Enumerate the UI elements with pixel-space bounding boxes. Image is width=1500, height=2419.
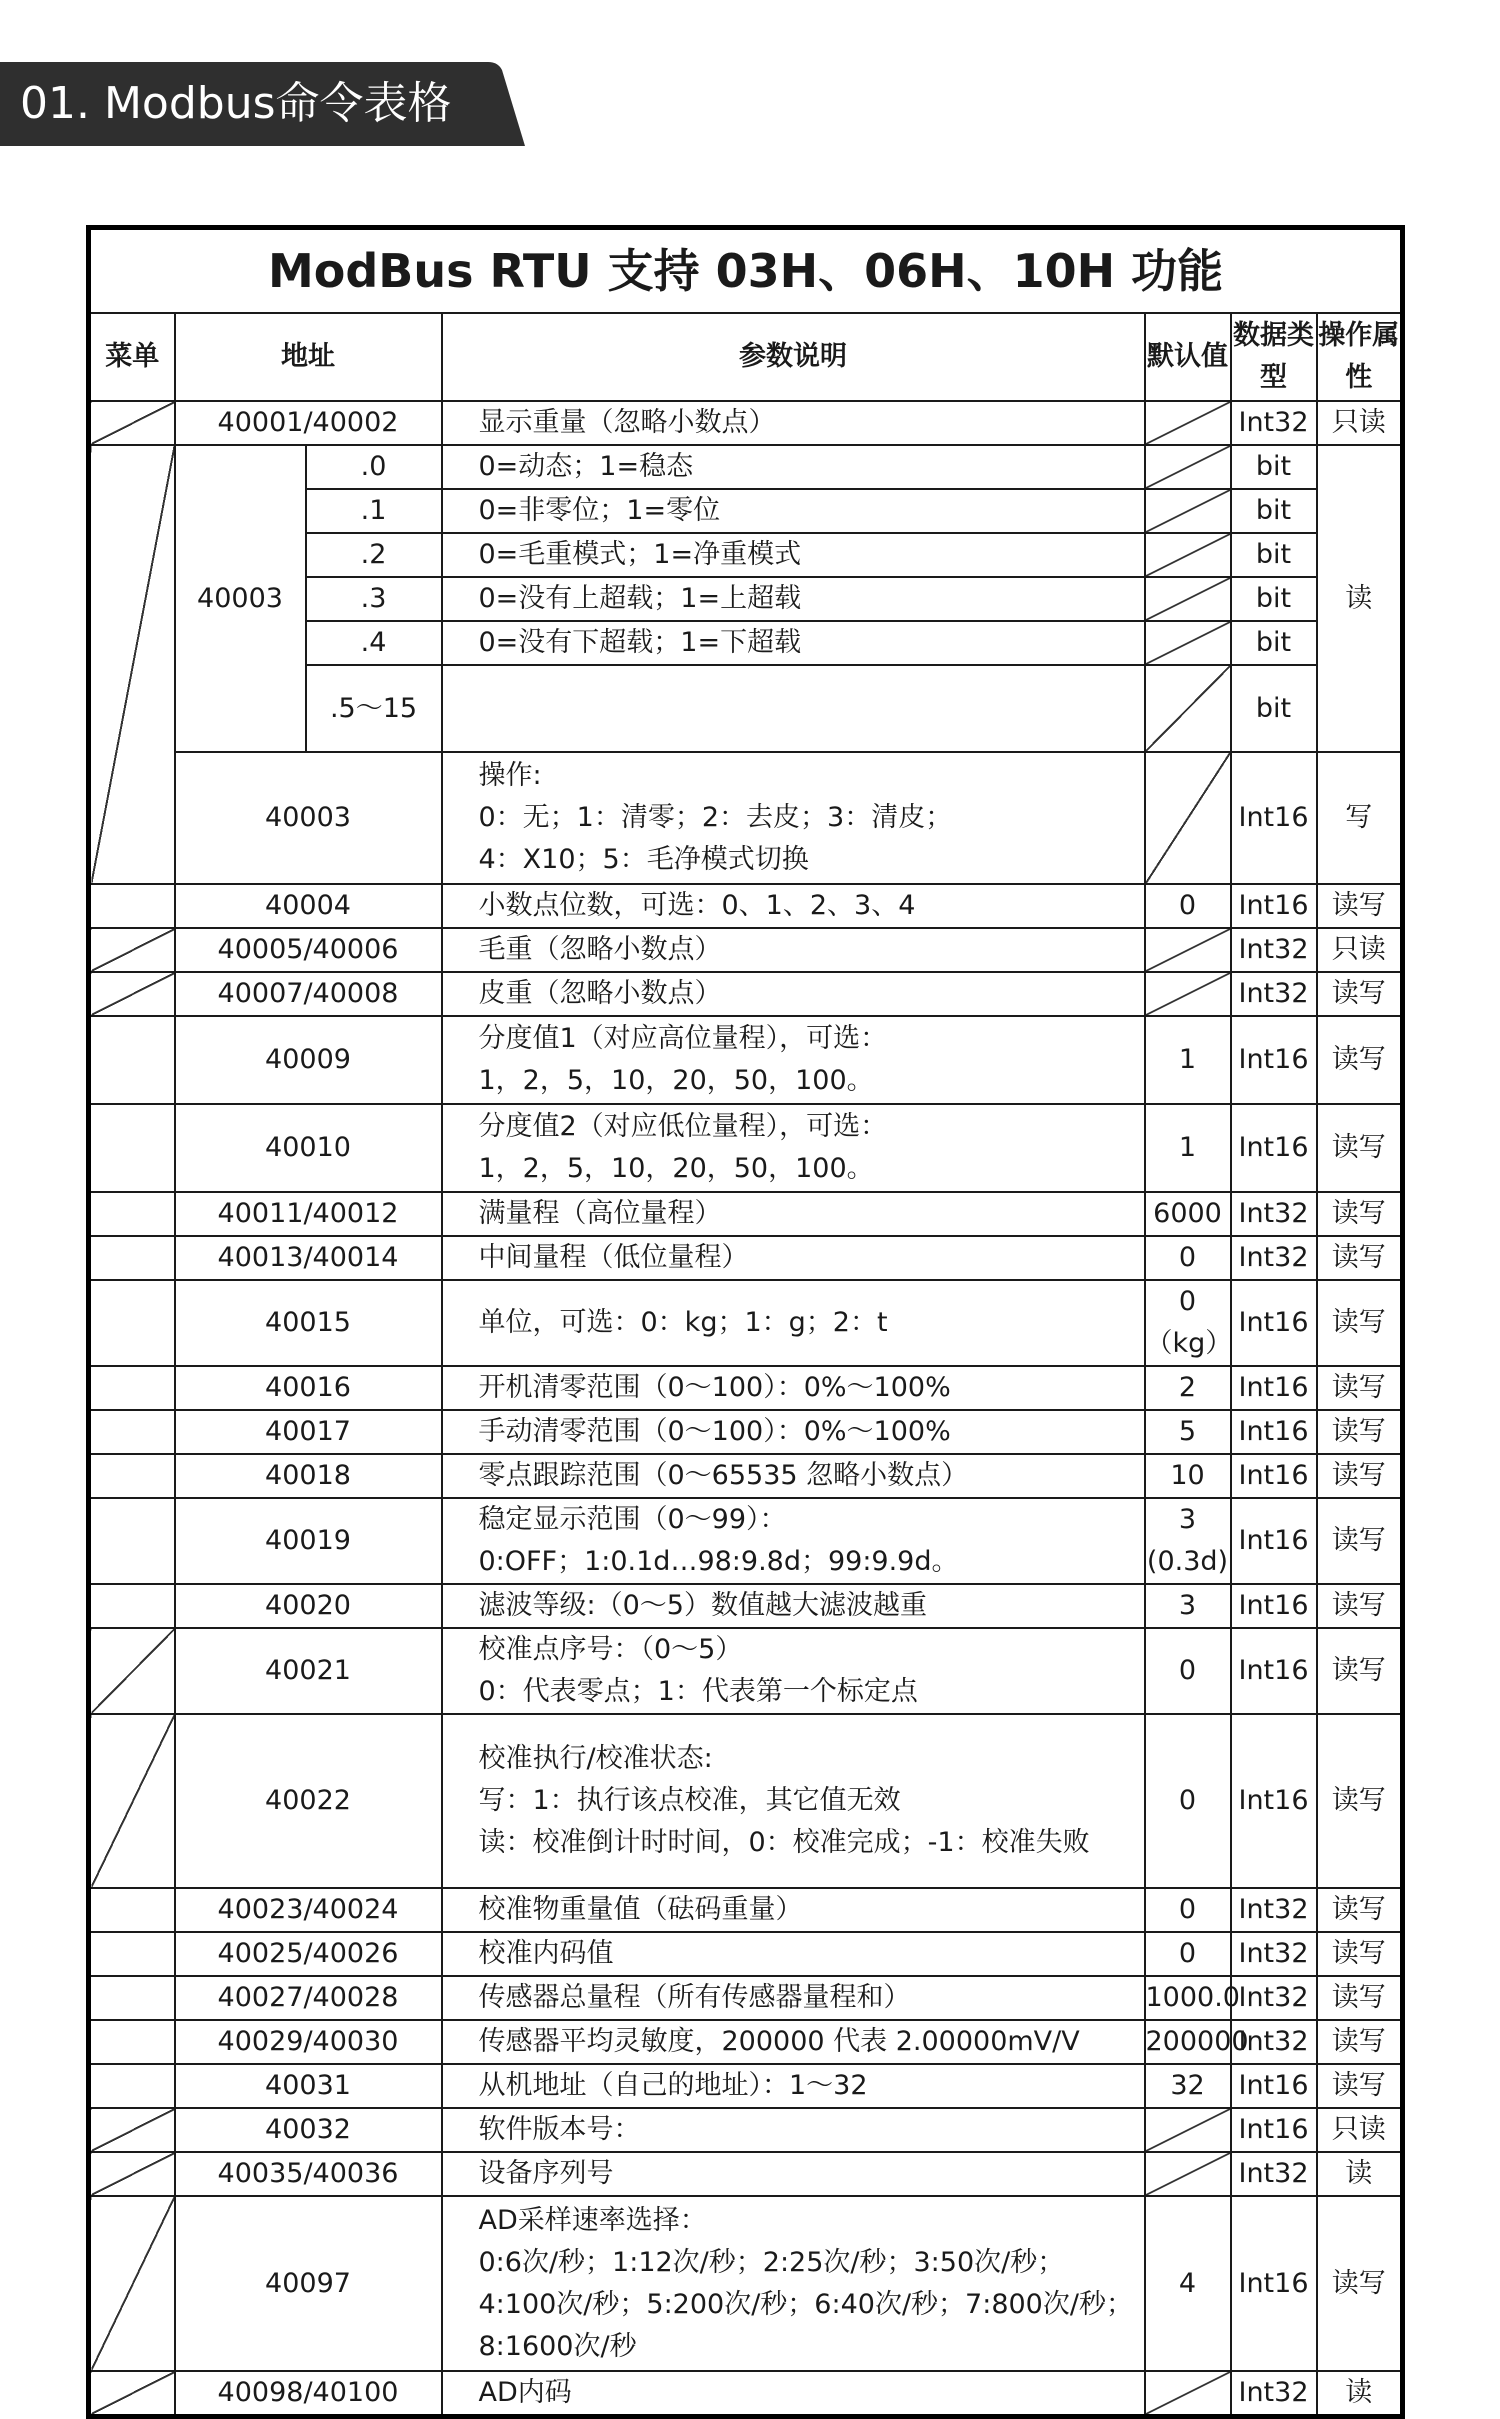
header-default: 默认值: [1145, 313, 1231, 401]
param-cell: [442, 2196, 1145, 2371]
type-cell: Int16: [1231, 1410, 1317, 1454]
param-cell: 设备序列号: [442, 2152, 1145, 2196]
param-line: 1，2，5，10，20，50，100。: [478, 1153, 874, 1184]
table-row: [89, 928, 1403, 972]
menu-cell-empty: [89, 2108, 175, 2152]
table-row: [89, 1932, 1403, 1976]
menu-cell-merged: [89, 445, 175, 884]
default-cell: 2: [1145, 1366, 1231, 1410]
param-line: 1，2，5，10，20，50，100。: [478, 1065, 874, 1096]
menu-cell-empty: [89, 2020, 175, 2064]
menu-cell-empty: [89, 1714, 175, 1888]
type-cell: bit: [1231, 489, 1317, 533]
param-cell: 0=非零位；1=零位: [442, 489, 1145, 533]
attr-cell: 读写: [1317, 2020, 1403, 2064]
param-cell: 小数点位数，可选：0、1、2、3、4: [442, 884, 1145, 928]
menu-cell-empty: [89, 1888, 175, 1932]
param-line: 8:1600次/秒: [478, 2330, 637, 2362]
address-cell: 40027/40028: [175, 1976, 442, 2020]
address-cell: 40010: [175, 1104, 442, 1192]
param-cell: [442, 1104, 1145, 1192]
address-cell: 40011/40012: [175, 1192, 442, 1236]
param-line: 0:6次/秒；1:12次/秒；2:25次/秒；3:50次/秒；: [478, 2246, 1065, 2278]
attr-cell: 读写: [1317, 1888, 1403, 1932]
table-row: [89, 972, 1403, 1016]
table-row: [89, 401, 1403, 445]
header-attr: 操作属性: [1317, 313, 1403, 401]
bit-cell: .4: [306, 621, 442, 665]
attr-cell: 只读: [1317, 401, 1403, 445]
table-row: [89, 2020, 1403, 2064]
table-row: [89, 884, 1403, 928]
default-line: (0.3d): [1146, 1546, 1229, 1577]
type-cell: Int32: [1231, 1976, 1317, 2020]
default-cell-empty: [1145, 533, 1231, 577]
param-cell: 零点跟踪范围（0～65535 忽略小数点）: [442, 1454, 1145, 1498]
menu-cell-empty: [89, 928, 175, 972]
address-cell: 40001/40002: [175, 401, 442, 445]
param-cell: [442, 1628, 1145, 1714]
bit-cell: .2: [306, 533, 442, 577]
menu-cell-empty: [89, 1192, 175, 1236]
attr-cell: 读写: [1317, 1104, 1403, 1192]
menu-cell-empty: [89, 1410, 175, 1454]
table-row: [89, 1628, 1403, 1714]
menu-cell-empty: [89, 1628, 175, 1714]
attr-cell: 读写: [1317, 1976, 1403, 2020]
param-cell: 开机清零范围（0～100）：0%～100%: [442, 1366, 1145, 1410]
default-cell: 200000: [1145, 2020, 1231, 2064]
default-cell: 0（kg）: [1145, 1280, 1231, 1366]
default-cell: 0: [1145, 1236, 1231, 1280]
address-cell: 40016: [175, 1366, 442, 1410]
param-cell: [442, 752, 1145, 884]
table-title: ModBus RTU 支持 03H、06H、10H 功能: [89, 228, 1403, 314]
default-cell: 0: [1145, 1714, 1231, 1888]
default-cell: 5: [1145, 1410, 1231, 1454]
default-cell: 6000: [1145, 1192, 1231, 1236]
address-cell: 40031: [175, 2064, 442, 2108]
param-cell: 0=没有下超载；1=下超载: [442, 621, 1145, 665]
table-header-row: [89, 313, 1403, 401]
address-cell: 40018: [175, 1454, 442, 1498]
type-cell: Int16: [1231, 1366, 1317, 1410]
menu-cell-empty: [89, 884, 175, 928]
default-cell-empty: [1145, 445, 1231, 489]
table-row: [89, 752, 1403, 884]
bit-cell: .0: [306, 445, 442, 489]
address-cell: 40005/40006: [175, 928, 442, 972]
attr-cell: 读写: [1317, 1454, 1403, 1498]
attr-cell: 读写: [1317, 884, 1403, 928]
default-cell-empty: [1145, 2108, 1231, 2152]
param-line: 读：校准倒计时时间，0：校准完成；-1：校准失败: [478, 1827, 1090, 1858]
table-row: [89, 2108, 1403, 2152]
type-cell: Int32: [1231, 2020, 1317, 2064]
table-row: [89, 2152, 1403, 2196]
param-cell: [442, 665, 1145, 752]
address-cell: 40019: [175, 1498, 442, 1584]
default-cell: 3: [1145, 1584, 1231, 1628]
menu-cell-empty: [89, 972, 175, 1016]
type-cell: Int32: [1231, 401, 1317, 445]
param-line: 写：1：执行该点校准，其它值无效: [478, 1785, 901, 1816]
default-cell: 0: [1145, 1628, 1231, 1714]
address-cell: 40015: [175, 1280, 442, 1366]
default-cell-empty: [1145, 401, 1231, 445]
param-cell: 手动清零范围（0～100）：0%～100%: [442, 1410, 1145, 1454]
param-cell: 滤波等级:（0～5）数值越大滤波越重: [442, 1584, 1145, 1628]
default-cell-empty: [1145, 621, 1231, 665]
type-cell: Int16: [1231, 1628, 1317, 1714]
address-cell: 40032: [175, 2108, 442, 2152]
menu-cell-empty: [89, 2064, 175, 2108]
param-line: 分度值2（对应低位量程），可选：: [478, 1111, 888, 1142]
type-cell: bit: [1231, 445, 1317, 489]
type-cell: Int32: [1231, 2152, 1317, 2196]
table-row: [89, 1454, 1403, 1498]
param-cell: 0=毛重模式；1=净重模式: [442, 533, 1145, 577]
section-title: 01. Modbus命令表格: [20, 78, 452, 129]
menu-cell-empty: [89, 2152, 175, 2196]
default-cell-empty: [1145, 972, 1231, 1016]
default-cell-empty: [1145, 2371, 1231, 2417]
default-cell: [1145, 1498, 1231, 1584]
attr-cell: 读: [1317, 2371, 1403, 2417]
header-address: 地址: [175, 313, 442, 401]
table-row: [89, 2064, 1403, 2108]
type-cell: Int32: [1231, 1888, 1317, 1932]
param-line: 分度值1（对应高位量程），可选：: [478, 1023, 888, 1054]
address-cell: 40021: [175, 1628, 442, 1714]
default-cell: 10: [1145, 1454, 1231, 1498]
table-row: [89, 1192, 1403, 1236]
attr-cell: 读写: [1317, 1366, 1403, 1410]
table-row: [89, 1280, 1403, 1366]
type-cell: Int16: [1231, 1714, 1317, 1888]
table-row: [89, 2196, 1403, 2371]
type-cell: Int32: [1231, 928, 1317, 972]
attr-cell: 读写: [1317, 1280, 1403, 1366]
type-cell: bit: [1231, 533, 1317, 577]
address-cell: 40007/40008: [175, 972, 442, 1016]
default-cell-empty: [1145, 665, 1231, 752]
type-cell: Int16: [1231, 2196, 1317, 2371]
table-row: [89, 1016, 1403, 1104]
table-row: [89, 1714, 1403, 1888]
default-cell: 32: [1145, 2064, 1231, 2108]
param-cell: 传感器总量程（所有传感器量程和）: [442, 1976, 1145, 2020]
menu-cell-empty: [89, 1584, 175, 1628]
address-cell: 40025/40026: [175, 1932, 442, 1976]
type-cell: Int16: [1231, 1016, 1317, 1104]
address-cell: 40022: [175, 1714, 442, 1888]
attr-cell: 读写: [1317, 2064, 1403, 2108]
table-row: [89, 1236, 1403, 1280]
type-cell: Int16: [1231, 1280, 1317, 1366]
modbus-table-container: [86, 225, 1400, 2408]
header-param: 参数说明: [442, 313, 1145, 401]
menu-cell-empty: [89, 2196, 175, 2371]
param-cell: 校准内码值: [442, 1932, 1145, 1976]
menu-cell-empty: [89, 1366, 175, 1410]
param-line: 0：无；1：清零；2：去皮；3：清皮；: [478, 802, 953, 833]
param-cell: 0=没有上超载；1=上超载: [442, 577, 1145, 621]
attr-cell: 读写: [1317, 1628, 1403, 1714]
menu-cell-empty: [89, 1932, 175, 1976]
param-cell: AD内码: [442, 2371, 1145, 2417]
default-cell-empty: [1145, 577, 1231, 621]
address-cell: 40035/40036: [175, 2152, 442, 2196]
header-datatype: 数据类型: [1231, 313, 1317, 401]
attr-cell: 读写: [1317, 1410, 1403, 1454]
param-line: 操作:: [478, 760, 542, 791]
menu-cell-empty: [89, 1454, 175, 1498]
param-cell: 0=动态；1=稳态: [442, 445, 1145, 489]
bit-cell: .1: [306, 489, 442, 533]
address-cell: 40020: [175, 1584, 442, 1628]
param-cell: 满量程（高位量程）: [442, 1192, 1145, 1236]
modbus-command-table: [86, 225, 1405, 2419]
address-cell: 40017: [175, 1410, 442, 1454]
type-cell: bit: [1231, 665, 1317, 752]
type-cell: Int16: [1231, 1454, 1317, 1498]
param-cell: 显示重量（忽略小数点）: [442, 401, 1145, 445]
address-cell: 40023/40024: [175, 1888, 442, 1932]
table-row: [89, 1888, 1403, 1932]
table-row: [89, 1410, 1403, 1454]
attr-cell: 读写: [1317, 972, 1403, 1016]
param-cell: 皮重（忽略小数点）: [442, 972, 1145, 1016]
param-cell: 传感器平均灵敏度，200000 代表 2.00000mV/V: [442, 2020, 1145, 2064]
type-cell: Int32: [1231, 1932, 1317, 1976]
type-cell: Int32: [1231, 1192, 1317, 1236]
param-line: 校准执行/校准状态:: [478, 1743, 713, 1774]
attr-cell: 读写: [1317, 2196, 1403, 2371]
default-cell: 0: [1145, 1888, 1231, 1932]
address-cell: 40098/40100: [175, 2371, 442, 2417]
default-line: 3: [1178, 1504, 1197, 1535]
table-row: [89, 1366, 1403, 1410]
default-cell-empty: [1145, 2152, 1231, 2196]
param-cell: 毛重（忽略小数点）: [442, 928, 1145, 972]
attr-cell: 写: [1317, 752, 1403, 884]
param-line: AD采样速率选择：: [478, 2204, 707, 2236]
attr-cell: 只读: [1317, 2108, 1403, 2152]
table-row: [89, 2371, 1403, 2417]
attr-cell: 读: [1317, 2152, 1403, 2196]
default-cell: 1000.0: [1145, 1976, 1231, 2020]
section-header-tab: [0, 62, 525, 146]
table-row: [89, 1498, 1403, 1584]
param-line: 稳定显示范围（0～99）：: [478, 1504, 787, 1535]
param-line: 4：X10；5：毛净模式切换: [478, 844, 809, 875]
param-cell: 软件版本号：: [442, 2108, 1145, 2152]
table-title-row: [89, 228, 1403, 314]
menu-cell-empty: [89, 1104, 175, 1192]
type-cell: Int16: [1231, 1104, 1317, 1192]
type-cell: bit: [1231, 577, 1317, 621]
param-cell: 校准物重量值（砝码重量）: [442, 1888, 1145, 1932]
address-cell: 40097: [175, 2196, 442, 2371]
param-line: 0：代表零点；1：代表第一个标定点: [478, 1676, 918, 1707]
table-row: [89, 1104, 1403, 1192]
param-line: 0:OFF；1:0.1d…98:9.8d；99:9.9d。: [478, 1546, 959, 1577]
default-cell: 1: [1145, 1104, 1231, 1192]
bit-cell: .3: [306, 577, 442, 621]
menu-cell-empty: [89, 1280, 175, 1366]
type-cell: Int32: [1231, 972, 1317, 1016]
address-cell: 40029/40030: [175, 2020, 442, 2064]
param-cell: 中间量程（低位量程）: [442, 1236, 1145, 1280]
menu-cell-empty: [89, 1016, 175, 1104]
default-cell-empty: [1145, 928, 1231, 972]
type-cell: Int16: [1231, 752, 1317, 884]
menu-cell-empty: [89, 2371, 175, 2417]
param-cell: [442, 1016, 1145, 1104]
address-cell: 40003: [175, 445, 306, 752]
type-cell: Int16: [1231, 1584, 1317, 1628]
attr-cell: 读写: [1317, 1714, 1403, 1888]
default-cell: 0: [1145, 1932, 1231, 1976]
menu-cell-empty: [89, 1236, 175, 1280]
attr-cell: 读写: [1317, 1016, 1403, 1104]
attr-cell: 读: [1317, 445, 1403, 752]
bit-cell: .5～15: [306, 665, 442, 752]
default-cell: 0: [1145, 884, 1231, 928]
default-cell-empty: [1145, 752, 1231, 884]
table-row: [89, 445, 1403, 489]
type-cell: Int32: [1231, 2371, 1317, 2417]
address-cell: 40004: [175, 884, 442, 928]
menu-cell-empty: [89, 401, 175, 445]
table-row: [89, 1976, 1403, 2020]
attr-cell: 只读: [1317, 928, 1403, 972]
type-cell: bit: [1231, 621, 1317, 665]
type-cell: Int16: [1231, 2064, 1317, 2108]
type-cell: Int16: [1231, 1498, 1317, 1584]
address-cell: 40013/40014: [175, 1236, 442, 1280]
address-cell: 40003: [175, 752, 442, 884]
default-cell: 1: [1145, 1016, 1231, 1104]
param-cell: [442, 1498, 1145, 1584]
attr-cell: 读写: [1317, 1236, 1403, 1280]
header-menu: 菜单: [89, 313, 175, 401]
attr-cell: 读写: [1317, 1932, 1403, 1976]
param-line: 校准点序号：（0～5）: [478, 1634, 743, 1665]
attr-cell: 读写: [1317, 1584, 1403, 1628]
default-cell-empty: [1145, 489, 1231, 533]
param-cell: [442, 1714, 1145, 1888]
table-row: [89, 1584, 1403, 1628]
param-cell: 从机地址（自己的地址）：1～32: [442, 2064, 1145, 2108]
attr-cell: 读写: [1317, 1498, 1403, 1584]
menu-cell-empty: [89, 1498, 175, 1584]
param-line: 4:100次/秒；5:200次/秒；6:40次/秒；7:800次/秒；: [478, 2288, 1133, 2320]
menu-cell-empty: [89, 1976, 175, 2020]
attr-cell: 读写: [1317, 1192, 1403, 1236]
type-cell: Int16: [1231, 884, 1317, 928]
address-cell: 40009: [175, 1016, 442, 1104]
type-cell: Int16: [1231, 2108, 1317, 2152]
default-cell: 4: [1145, 2196, 1231, 2371]
param-cell: 单位，可选：0：kg；1：g；2：t: [442, 1280, 1145, 1366]
type-cell: Int32: [1231, 1236, 1317, 1280]
